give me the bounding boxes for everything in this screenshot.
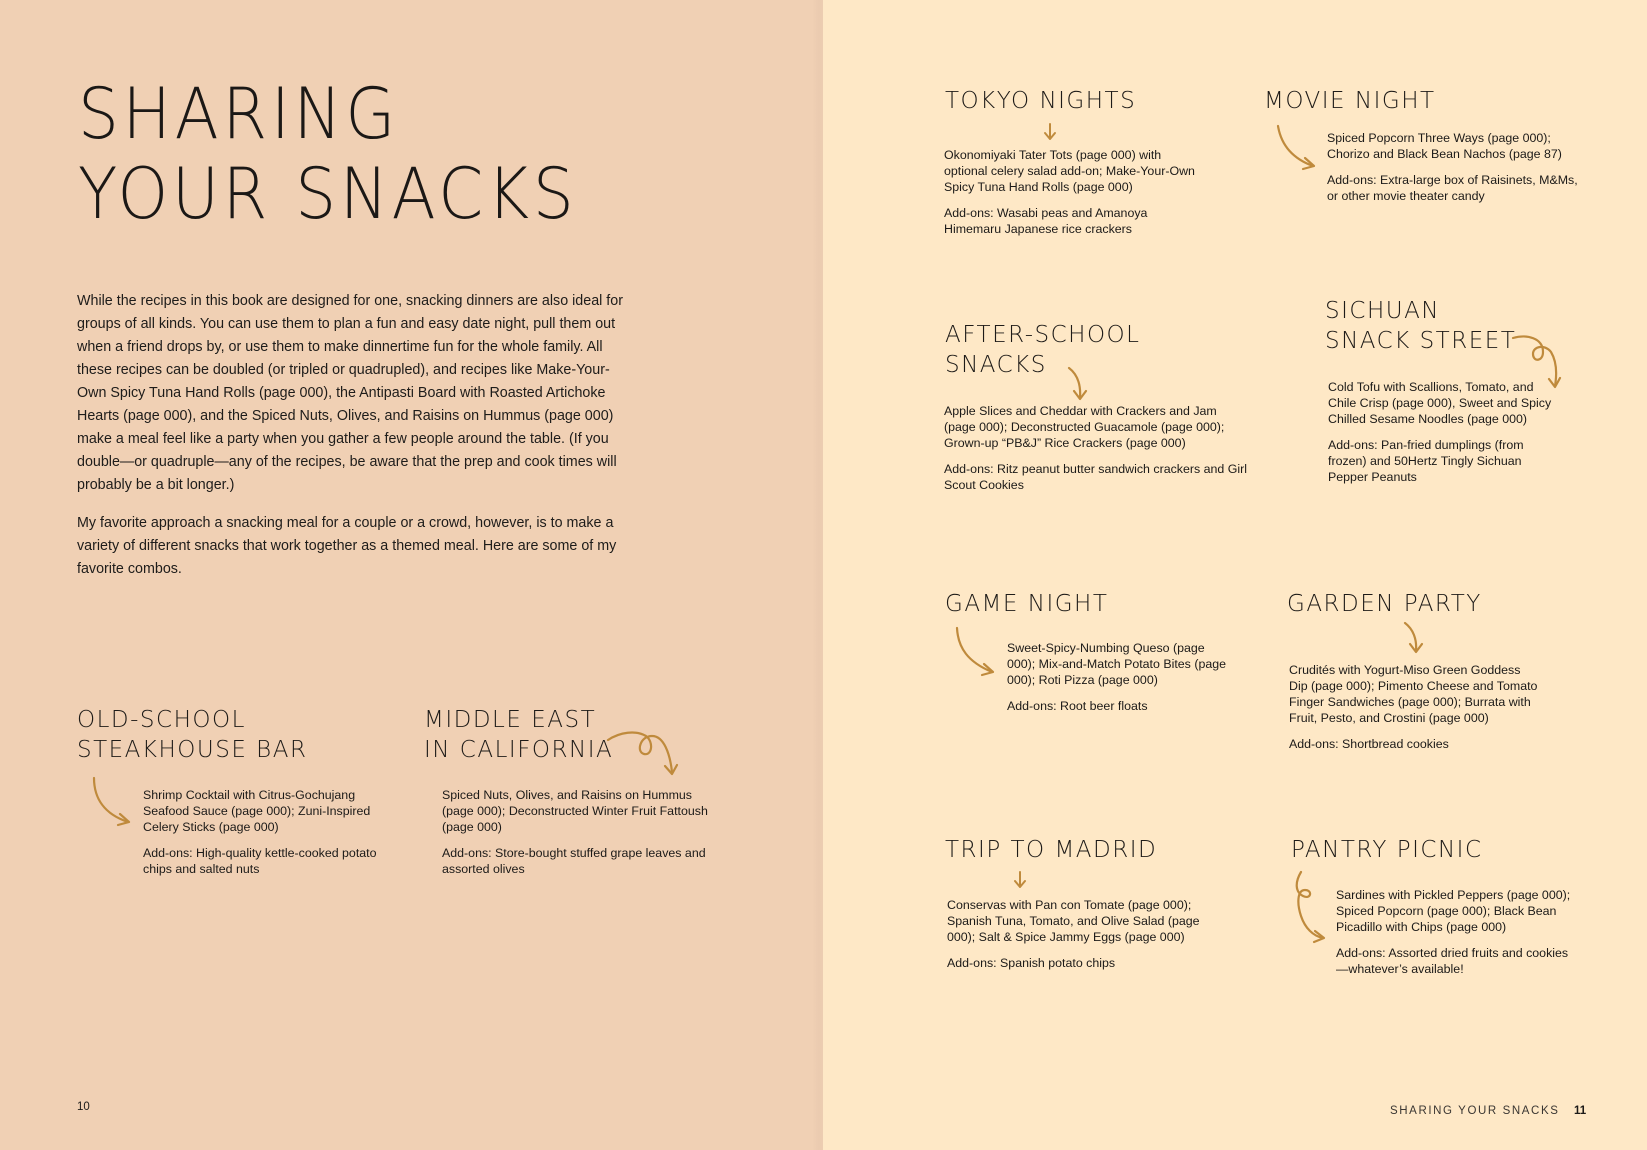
menu-dishes: Shrimp Cocktail with Citrus-Gochujang Seafood Sauce (page 000); Zuni-Inspired Celery Sticks (page 000) [143,788,371,834]
menu-title-line: IN CALIFORNIA [424,737,614,763]
menu-body [143,787,393,887]
menu-title-after-school-snacks [945,320,1140,380]
down-arrow-icon [1043,123,1057,146]
menu-addons: Add-ons: Pan-fried dumplings (from frozen) and 50Hertz Tingly Sichuan Pepper Peanuts [1328,438,1524,484]
menu-dishes: Cold Tofu with Scallions, Tomato, and Chile Crisp (page 000), Sweet and Spicy Chilled Sesame Noodles (page 000) [1328,380,1552,426]
loop-down-right-arrow-icon [1293,870,1329,951]
menu-title-game-night [945,589,1108,619]
menu-dishes: Spiced Popcorn Three Ways (page 000); Chorizo and Black Bean Nachos (page 87) [1327,131,1562,161]
menu-addons: Add-ons: Root beer floats [1007,699,1148,713]
menu-title-garden-party [1287,589,1482,619]
menu-title-trip-to-madrid [945,835,1157,865]
menu-title-line: MOVIE NIGHT [1264,88,1436,114]
chapter-title [78,74,577,234]
menu-old-school-steakhouse-bar [77,705,307,765]
menu-title-line: TRIP TO MADRID [945,837,1158,863]
curved-down-right-arrow-icon [954,626,998,681]
chapter-title-line-2: YOUR SNACKS [78,153,578,235]
menu-addons: Add-ons: Shortbread cookies [1289,737,1449,751]
menu-title [424,705,613,765]
menu-dishes: Sweet-Spicy-Numbing Queso (page 000); Mix-and-Match Potato Bites (page 000); Roti Pizza (page 000) [1007,641,1227,687]
menu-body-garden-party [1289,662,1539,762]
menu-title-line: SNACKS [945,352,1047,378]
left-page [0,0,823,1150]
menu-dishes: Apple Slices and Cheddar with Crackers and Jam (page 000); Deconstructed Guacamole (page 000); Grown-up “PB&J” Rice Crackers (page 000) [944,404,1225,450]
curved-down-arrow-icon [1067,366,1089,407]
curved-down-arrow-icon [1403,621,1425,660]
menu-addons: Add-ons: Spanish potato chips [947,956,1116,970]
intro-paragraph-2: My favorite approach a snacking meal for a couple or a crowd, however, is to make a variety of different snacks that work together as a themed meal. Here are some of my favorite combos. [77,515,617,577]
page-number-left: 10 [77,1101,90,1113]
loop-arrow-icon [606,730,680,785]
menu-title-pantry-picnic [1291,835,1483,865]
menu-addons: Add-ons: Ritz peanut butter sandwich crackers and Girl Scout Cookies [944,462,1248,492]
menu-title-line: PANTRY PICNIC [1291,837,1483,863]
menu-body-sichuan-snack-street [1328,379,1558,495]
menu-body-trip-to-madrid [947,897,1222,981]
chapter-title-line-1: SHARING [78,73,399,155]
intro-paragraph-1: While the recipes in this book are designed for one, snacking dinners are also ideal for groups of all kinds. You can use them to plan a fun and easy date night, pull them out when a friend drops by, or use them to make dinnertime fun for the whole family. All these recipes can be doubled (or tripled or quadrupled), and recipes like Make-Your-Own Spicy Tuna Hand Rolls (page 000), the Antipasti Board with Roasted Artichoke Hearts (page 000), and the Spiced Nuts, Olives, and Raisins on Hummus (page 000) make a meal feel like a party when you gather a few people around the table. (If you double—or quadruple—any of the recipes, be aware that the prep and cook times will probably be a bit longer.) [77,293,623,493]
menu-dishes: Crudités with Yogurt-Miso Green Goddess Dip (page 000); Pimento Cheese and Tomato Finger Sandwiches (page 000); Burrata with Fruit, Pesto, and Crostini (page 000) [1289,663,1538,725]
running-head: SHARING YOUR SNACKS [1390,1105,1560,1117]
menu-title-line: SNACK STREET [1325,328,1517,354]
menu-title-sichuan-snack-street [1325,296,1516,356]
menu-body-tokyo-nights [944,147,1199,247]
curved-down-right-arrow-icon [1275,124,1319,175]
menu-addons: Add-ons: High-quality kettle-cooked potato chips and salted nuts [143,846,377,876]
page-footer [1390,1101,1586,1119]
menu-middle-east-in-california [424,705,613,765]
menu-addons: Add-ons: Assorted dried fruits and cookies—whatever’s available! [1336,946,1569,976]
down-arrow-icon [1013,871,1027,894]
menu-addons: Add-ons: Wasabi peas and Amanoya Himemaru Japanese rice crackers [944,206,1148,236]
menu-dishes: Okonomiyaki Tater Tots (page 000) with optional celery salad add-on; Make-Your-Own Spicy Tuna Hand Rolls (page 000) [944,148,1195,194]
menu-dishes: Sardines with Pickled Peppers (page 000); Spiced Popcorn (page 000); Black Bean Picadillo with Chips (page 000) [1336,888,1571,934]
menu-title-tokyo-nights [945,86,1136,116]
page-gutter [812,0,823,1150]
menu-dishes: Conservas with Pan con Tomate (page 000); Spanish Tuna, Tomato, and Olive Salad (page 000); Salt & Spice Jammy Eggs (page 000) [947,898,1200,944]
intro-text [77,290,637,596]
menu-title-line: OLD-SCHOOL [77,707,246,733]
menu-title-line: STEAKHOUSE BAR [77,737,308,763]
menu-body [442,787,722,887]
menu-addons: Add-ons: Extra-large box of Raisinets, M&Ms, or other movie theater candy [1327,173,1578,203]
menu-title-line: AFTER-SCHOOL [945,322,1141,348]
menu-title-line: MIDDLE EAST [424,707,597,733]
menu-body-movie-night [1327,130,1592,214]
menu-body-pantry-picnic [1336,887,1571,987]
menu-title-line: GAME NIGHT [945,591,1109,617]
menu-title-line: SICHUAN [1325,298,1441,324]
page-number-right: 11 [1573,1105,1587,1117]
right-page [823,0,1647,1150]
curved-down-right-arrow-icon [90,776,134,831]
menu-body-game-night [1007,640,1232,724]
menu-body-after-school-snacks [944,403,1249,503]
menu-dishes: Spiced Nuts, Olives, and Raisins on Hummus (page 000); Deconstructed Winter Fruit Fattoush (page 000) [442,788,708,834]
menu-addons: Add-ons: Store-bought stuffed grape leaves and assorted olives [442,846,706,876]
menu-title [77,705,307,765]
menu-title-line: GARDEN PARTY [1287,591,1482,617]
menu-title-line: TOKYO NIGHTS [945,88,1137,114]
menu-title-movie-night [1264,86,1436,116]
